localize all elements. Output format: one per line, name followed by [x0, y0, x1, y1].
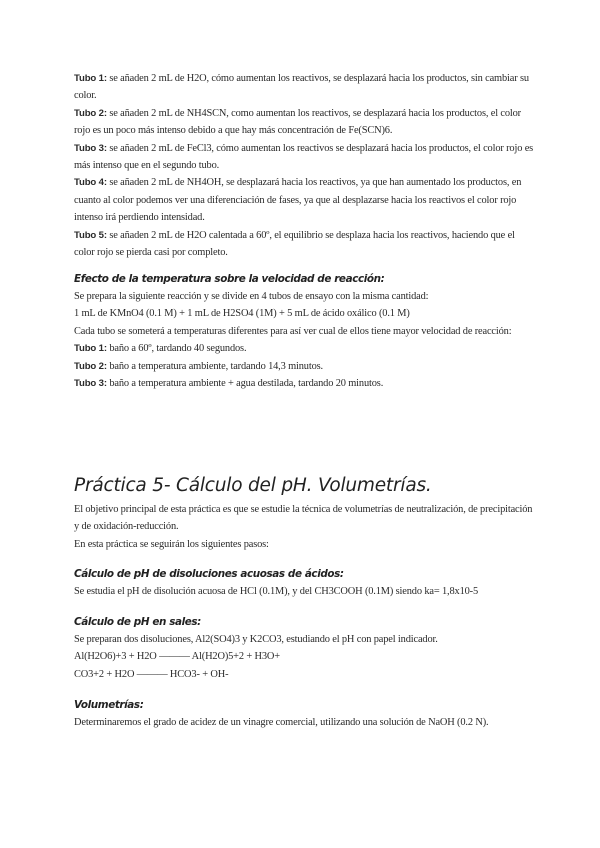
salts-heading: Cálculo de pH en sales:: [74, 616, 201, 628]
steps-intro: En esta práctica se seguirán los siguientes pasos:: [74, 538, 269, 550]
tube-label: Tubo 2:: [74, 107, 107, 119]
tube-paragraph: [74, 70, 534, 105]
tube-label: Tubo 1:: [74, 343, 107, 355]
temperature-section: [74, 271, 534, 392]
volumetrias-heading: Volumetrías:: [74, 699, 144, 711]
volumetrias-section: [74, 697, 534, 731]
tube-paragraph: [74, 227, 534, 262]
tube-paragraph: [74, 174, 534, 226]
temperature-heading: Efecto de la temperatura sobre la velocidad de reacción:: [74, 273, 385, 285]
tube-text: baño a temperatura ambiente + agua destilada, tardando 20 minutos.: [106, 378, 384, 390]
tube-text: se añaden 2 mL de FeCl3, cómo aumentan los reactivos se desplazará hacia los productos, el color rojo es más intenso que en el segundo tubo.: [74, 142, 534, 172]
tube-paragraph: [74, 358, 534, 375]
tube-label: Tubo 3:: [74, 378, 107, 390]
objective-text: El objetivo principal de esta práctica es que se estudie la técnica de volumetrías de neutralización, de precipitación y de oxidación-reducción.: [74, 504, 533, 533]
tube-paragraph: [74, 340, 534, 357]
volumetrias-text: Determinaremos el grado de acidez de un vinagre comercial, utilizando una solución de NaOH (0.2 N).: [74, 717, 489, 728]
tubes-list-equilibrium: [74, 70, 534, 261]
tube-label: Tubo 2:: [74, 360, 107, 372]
tube-label: Tubo 4:: [74, 177, 107, 189]
tube-text: se añaden 2 mL de NH4OH, se desplazará hacia los reactivos, ya que han aumentado los productos, en cuanto al color podemos ver una diferenciación de fases, ya que al desplazarse hacia los reactivos el color rojo intenso irá perdiendo intensidad.: [74, 177, 522, 224]
tube-text: se añaden 2 mL de H2O, cómo aumentan los reactivos, se desplazará hacia los productos, sin cambiar su color.: [74, 73, 529, 102]
tube-text: se añaden 2 mL de H2O calentada a 60º, el equilibrio se desplaza hacia los reactivos, haciendo que el color rojo se pierda casi por completo.: [74, 229, 515, 259]
reaction-formula: 1 mL de KMnO4 (0.1 M) + 1 mL de H2SO4 (1M) + 5 mL de ácido oxálico (0.1 M): [74, 308, 410, 320]
temperature-intro: Se prepara la siguiente reacción y se divide en 4 tubos de ensayo con la misma cantidad:: [74, 291, 429, 302]
practica5-body: [74, 501, 534, 553]
tube-text: se añaden 2 mL de NH4SCN, como aumentan los reactivos, se desplazará hacia los productos, el color rojo es un poco más intenso debido a que hay más concentración de Fe(SCN)6.: [74, 107, 521, 137]
practica5-section: [74, 474, 534, 498]
salts-equation: CO3+2 + H2O ——— HCO3- + OH-: [74, 668, 229, 680]
tube-text: baño a 60º, tardando 40 segundos.: [106, 343, 247, 355]
temperature-note: Cada tubo se someterá a temperaturas diferentes para así ver cual de ellos tiene mayor velocidad de reacción:: [74, 325, 512, 337]
salts-section: [74, 614, 534, 683]
acid-text: Se estudia el pH de disolución acuosa de HCl (0.1M), y del CH3COOH (0.1M) siendo ka= 1,8x10-5: [74, 586, 479, 597]
salts-equation: Al(H2O6)+3 + H2O ——— Al(H2O)5+2 + H3O+: [74, 651, 280, 663]
tube-paragraph: [74, 140, 534, 175]
acid-heading: Cálculo de pH de disoluciones acuosas de ácidos:: [74, 568, 344, 580]
tube-label: Tubo 1:: [74, 73, 107, 84]
acid-section: [74, 566, 534, 600]
tube-paragraph: [74, 375, 534, 392]
tube-text: baño a temperatura ambiente, tardando 14,3 minutos.: [106, 360, 323, 372]
practica5-title: Práctica 5- Cálculo del pH. Volumetrías.: [74, 475, 432, 496]
salts-text: Se preparan dos disoluciones, Al2(SO4)3 y K2CO3, estudiando el pH con papel indicador.: [74, 634, 438, 645]
tube-label: Tubo 3:: [74, 142, 107, 154]
tube-paragraph: [74, 105, 534, 140]
tube-label: Tubo 5:: [74, 229, 107, 241]
